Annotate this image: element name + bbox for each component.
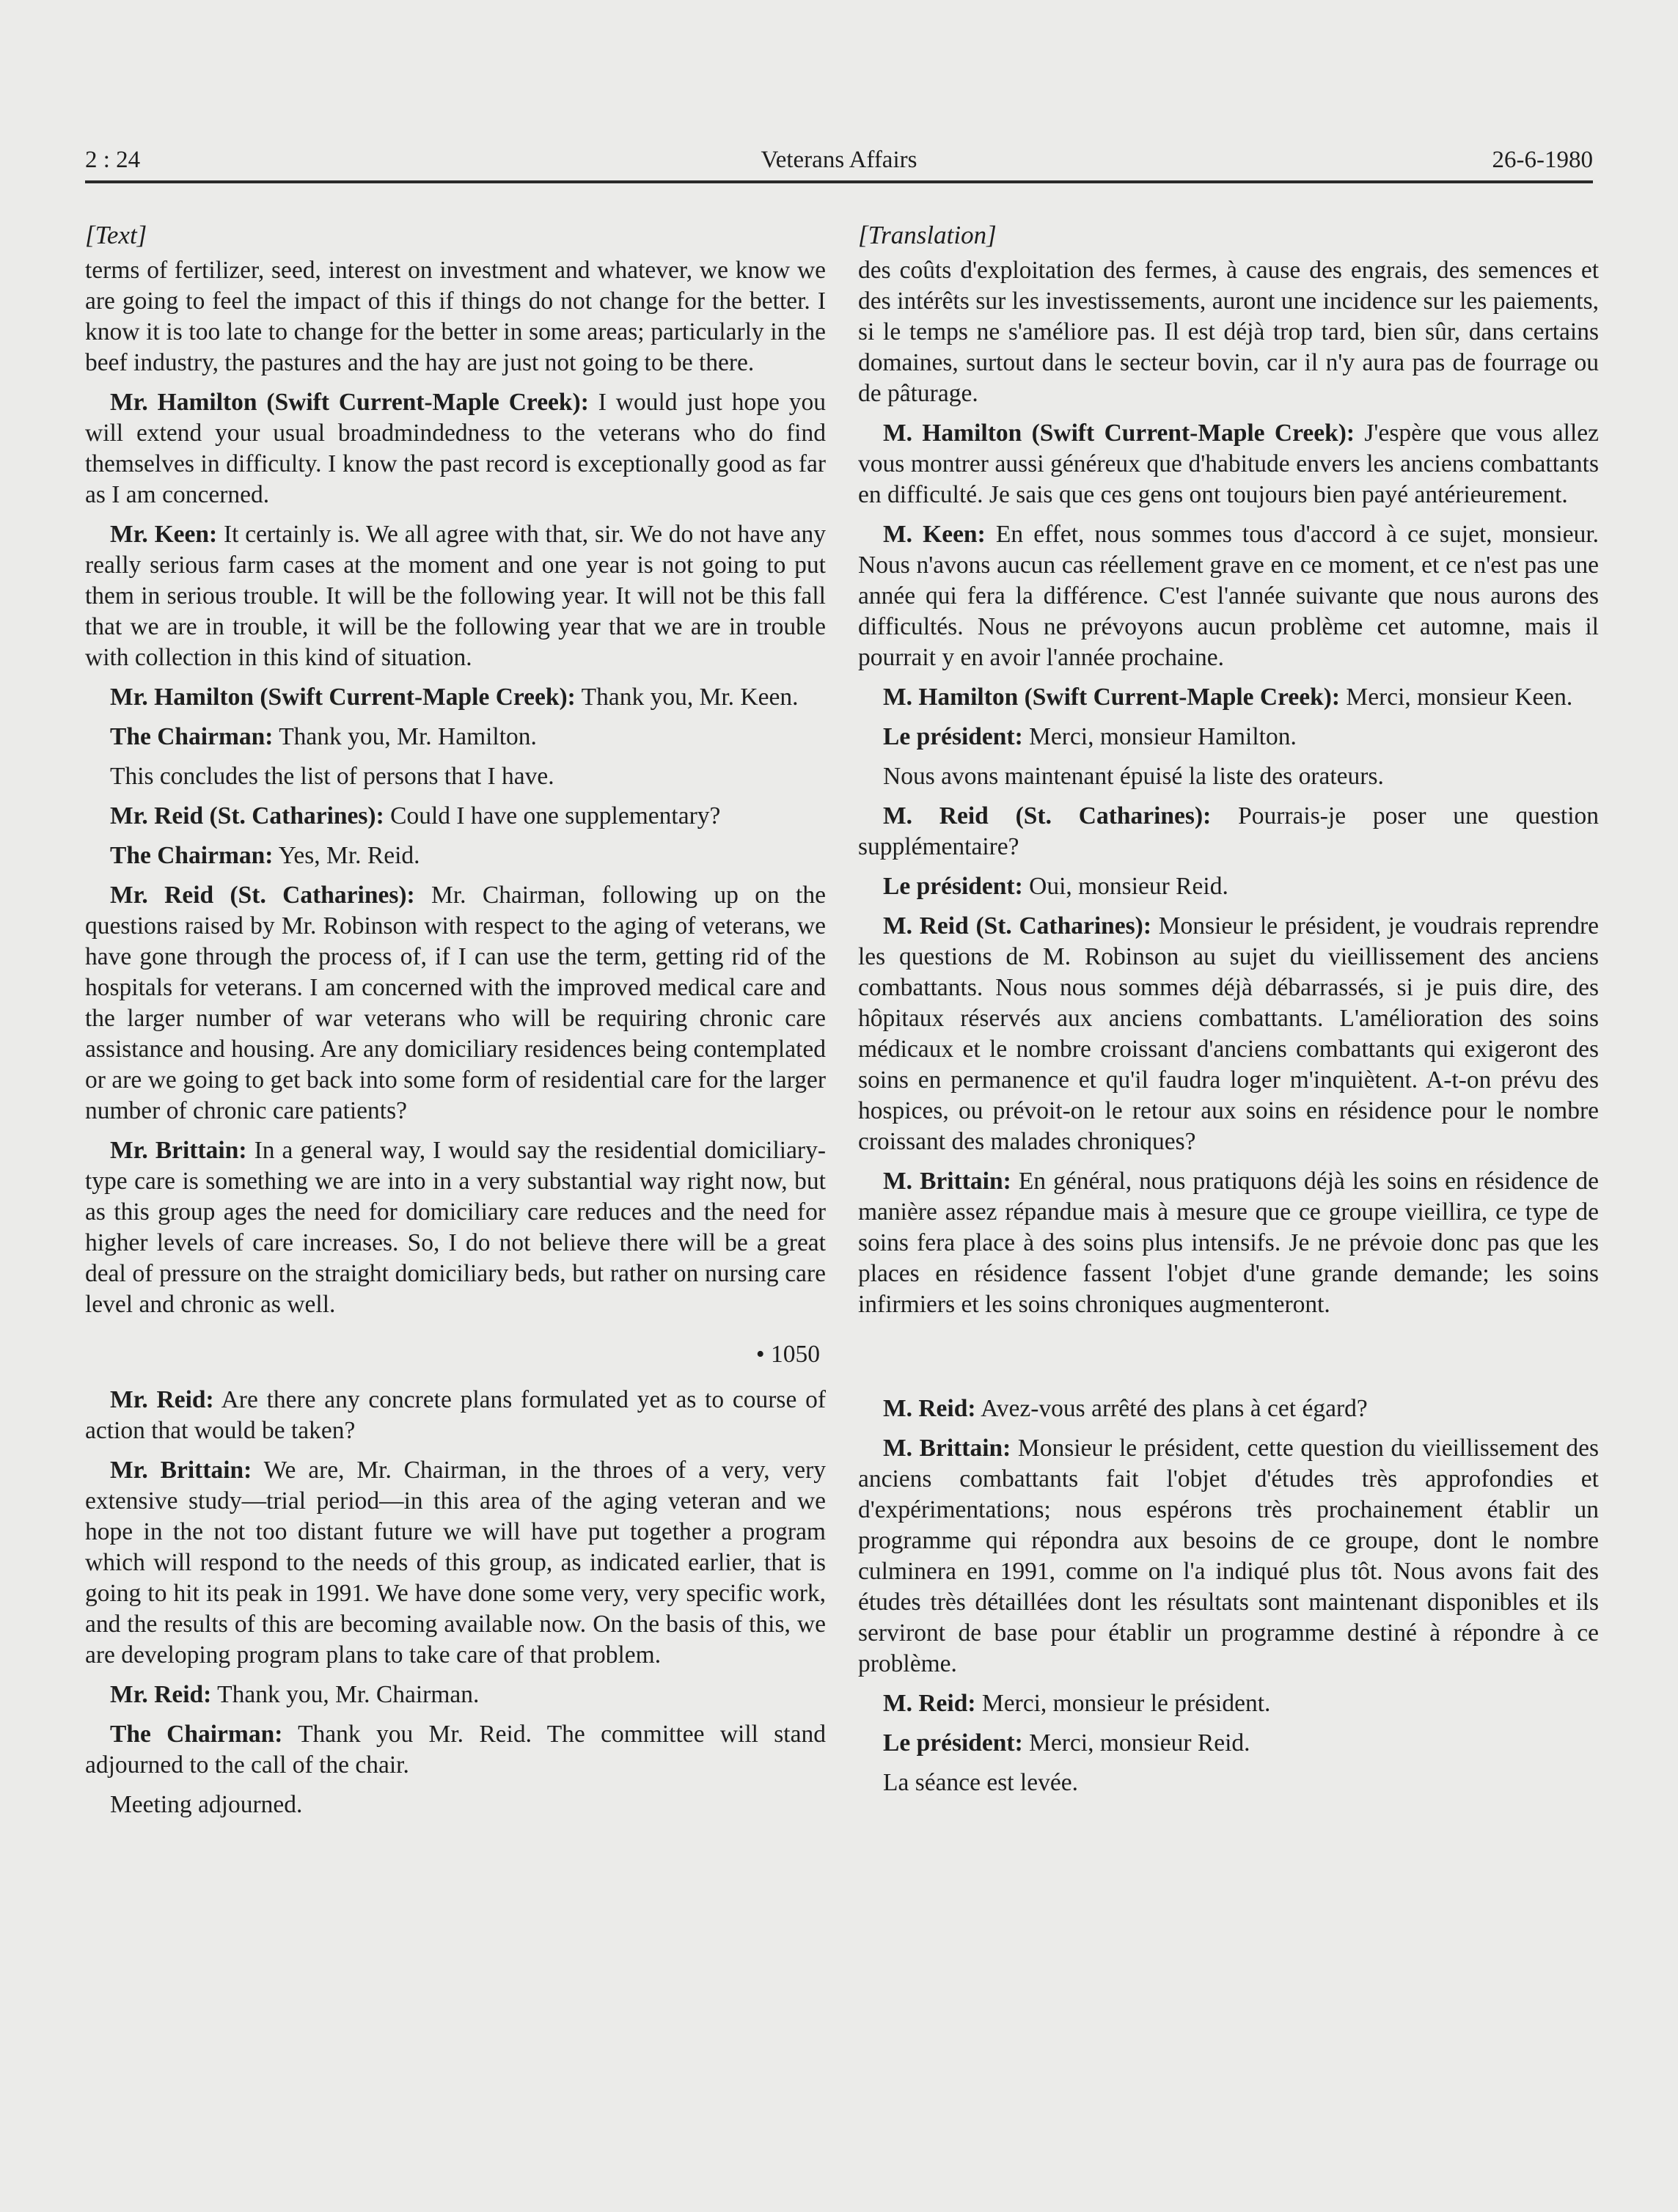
- speaker-name: Mr. Keen:: [110, 520, 218, 548]
- transcript-paragraph: [85, 1135, 826, 1320]
- english-paragraphs: [85, 255, 826, 1320]
- transcript-paragraph: [858, 682, 1599, 713]
- speaker-name: M. Brittain:: [883, 1434, 1011, 1462]
- speaker-name: The Chairman:: [110, 722, 274, 750]
- committee-title: Veterans Affairs: [761, 147, 917, 173]
- speaker-name: M. Reid (St. Catharines):: [883, 802, 1212, 830]
- speaker-name: M. Hamilton (Swift Current-Maple Creek):: [883, 419, 1355, 447]
- french-paragraphs: [858, 255, 1599, 1320]
- paragraph-text: Monsieur le président, je voudrais reprendre les questions de M. Robinson au sujet du vieillissement des anciens combattants. Nous nous sommes déjà débarrassés, si je puis dire, des hôpitaux réservés aux anciens combattants. L'amélioration des soins médicaux et le nombre croissant d'anciens combattants qui exigeront des soins en permanence et qu'il faudra loger m'inquiètent. A-t-on prévu des hospices, ou prévoit-on le retour aux soins en résidence pour le nombre croissant des malades chroniques?: [858, 912, 1599, 1155]
- paragraph-text: It certainly is. We all agree with that, sir. We do not have any really serious farm cases at the moment and one year is not going to put them in serious trouble. It will be the following year. It will not be this fall that we are in trouble, it will be the following year that we are in trouble with collection in this kind of situation.: [85, 520, 827, 671]
- timecode-marker: • 1050: [755, 1340, 820, 1368]
- transcript-paragraph: [85, 387, 826, 510]
- transcript-paragraph: [85, 1790, 826, 1820]
- french-paragraphs-after-timecode: [858, 1394, 1599, 1798]
- transcript-paragraph: [858, 1166, 1599, 1320]
- paragraph-text: Merci, monsieur le président.: [981, 1689, 1271, 1717]
- paragraph-text: Thank you, Mr. Keen.: [581, 683, 799, 711]
- transcript-paragraph: [858, 1433, 1599, 1680]
- speaker-name: Le président:: [883, 1729, 1023, 1757]
- paragraph-text: Thank you, Mr. Chairman.: [217, 1680, 480, 1708]
- transcript-paragraph: [858, 722, 1599, 752]
- paragraph-text: Oui, monsieur Reid.: [1029, 872, 1228, 900]
- speaker-name: Mr. Reid (St. Catharines):: [110, 881, 415, 909]
- speaker-name: M. Reid:: [883, 1394, 976, 1422]
- transcript-paragraph: [85, 761, 826, 792]
- english-column: [85, 219, 826, 1829]
- speaker-name: Mr. Reid (St. Catharines):: [110, 802, 384, 830]
- paragraph-text: En effet, nous sommes tous d'accord à ce sujet, monsieur. Nous n'avons aucun cas réellement grave en ce moment, et ce n'est pas une année qui fera la différence. C'est l'année suivante que nous aurons des difficultés. Nous ne prévoyons aucun problème cet automne, mais il pourrait y en avoir l'année prochaine.: [858, 520, 1600, 671]
- paragraph-text: En général, nous pratiquons déjà les soins en résidence de manière assez répandue mais à mesure que ce groupe vieillira, ce type de soins fera place à des soins plus intensifs. Je ne prévoie donc pas que les places en résidence fassent l'objet d'une grande demande; les soins infirmiers et les soins chroniques augmenteront.: [858, 1167, 1599, 1318]
- transcript-paragraph: [85, 722, 826, 752]
- paragraph-text: Thank you, Mr. Hamilton.: [279, 722, 537, 750]
- speaker-name: Mr. Brittain:: [110, 1136, 247, 1164]
- speaker-name: Mr. Hamilton (Swift Current-Maple Creek):: [110, 388, 589, 416]
- speaker-name: M. Reid:: [883, 1689, 976, 1717]
- transcript-paragraph: [858, 761, 1599, 792]
- transcript-paragraph: [858, 801, 1599, 863]
- paragraph-text: Are there any concrete plans formulated yet as to course of action that would be taken?: [85, 1385, 826, 1444]
- timecode-spacer: [858, 1329, 1599, 1394]
- speaker-name: Mr. Reid:: [110, 1385, 214, 1413]
- transcript-paragraph: [858, 1768, 1599, 1798]
- transcript-paragraph: [858, 871, 1599, 902]
- paragraph-text: Pourrais-je poser une question supplémentaire?: [858, 802, 1599, 860]
- paragraph-text: Meeting adjourned.: [110, 1790, 303, 1818]
- page-number: 2 : 24: [85, 147, 141, 173]
- paragraph-text: des coûts d'exploitation des fermes, à cause des engrais, des semences et des intérêts sur les investissements, auront une incidence sur les paiements, si le temps ne s'améliore pas. Il est déjà trop tard, bien sûr, dans certains domaines, surtout dans le secteur bovin, car il n'y aura pas de fourrage ou de pâturage.: [858, 256, 1599, 407]
- speaker-name: M. Reid (St. Catharines):: [883, 912, 1151, 940]
- paragraph-text: In a general way, I would say the residential domiciliary-type care is something we are into in a very substantial way right now, but as this group ages the need for domiciliary care reduces and the need for higher levels of care increases. So, I do not believe there will be a great deal of pressure on the straight domiciliary beds, but rather on nursing care level and chronic as well.: [85, 1136, 826, 1318]
- paragraph-text: This concludes the list of persons that I have.: [110, 762, 554, 790]
- paragraph-text: Mr. Chairman, following up on the questions raised by Mr. Robinson with respect to the aging of veterans, we have gone through the process of, if I can use the term, getting rid of the hospitals for veterans. I am concerned with the improved medical care and the larger number of war veterans who will be requiring chronic care assistance and housing. Are any domiciliary residences being contemplated or are we going to get back into some form of residential care for the larger number of chronic care patients?: [85, 881, 826, 1124]
- transcript-paragraph: [85, 1719, 826, 1781]
- transcript-paragraph: [85, 801, 826, 832]
- paragraph-text: Merci, monsieur Hamilton.: [1029, 722, 1297, 750]
- transcript-paragraph: [85, 519, 826, 673]
- speaker-name: Mr. Brittain:: [110, 1456, 252, 1484]
- paragraph-text: We are, Mr. Chairman, in the throes of a very, very extensive study—trial period—in this area of the aging veteran and we hope in the not too distant future we will have put together a program which will respond to the needs of this group, as indicated earlier, that is going to hit its peak in 1991. We have done some very, very specific work, and the results of this are becoming available now. On the basis of this, we are developing program plans to take care of that problem.: [85, 1456, 826, 1669]
- transcript-paragraph: [85, 255, 826, 378]
- paragraph-text: Yes, Mr. Reid.: [278, 841, 420, 869]
- transcript-paragraph: [858, 1394, 1599, 1424]
- speaker-name: Le président:: [883, 722, 1023, 750]
- english-paragraphs-after-timecode: [85, 1385, 826, 1820]
- transcript-paragraph: [85, 1385, 826, 1446]
- speaker-name: M. Keen:: [883, 520, 986, 548]
- speaker-name: Mr. Reid:: [110, 1680, 212, 1708]
- speaker-name: M. Hamilton (Swift Current-Maple Creek):: [883, 683, 1341, 711]
- speaker-name: The Chairman:: [110, 1720, 283, 1748]
- paragraph-text: J'espère que vous allez vous montrer aussi généreux que d'habitude envers les anciens combattants en difficulté. Je sais que ces gens ont toujours bien payé antérieurement.: [858, 419, 1599, 508]
- transcript-paragraph: [858, 1688, 1599, 1719]
- paragraph-text: Could I have one supplementary?: [390, 802, 721, 830]
- french-column: [858, 219, 1599, 1807]
- paragraph-text: Nous avons maintenant épuisé la liste des orateurs.: [883, 762, 1384, 790]
- transcript-paragraph: [858, 519, 1599, 673]
- transcript-paragraph: [858, 911, 1599, 1157]
- paragraph-text: I would just hope you will extend your usual broadmindedness to the veterans who do find themselves in difficulty. I know the past record is exceptionally good as far as I am concerned.: [85, 388, 826, 508]
- paragraph-text: Thank you Mr. Reid. The committee will stand adjourned to the call of the chair.: [85, 1720, 826, 1779]
- transcript-paragraph: [85, 841, 826, 871]
- paragraph-text: Merci, monsieur Keen.: [1346, 683, 1573, 711]
- paragraph-text: terms of fertilizer, seed, interest on investment and whatever, we know we are going to feel the impact of this if things do not change for the better. I know it is too late to change for the better in some areas; particularly in the beef industry, the pastures and the hay are just not going to be there.: [85, 256, 826, 376]
- speaker-name: M. Brittain:: [883, 1167, 1011, 1195]
- paragraph-text: Monsieur le président, cette question du vieillissement des anciens combattants fait l'objet d'études très approfondies et d'expérimentations; nous espérons très prochainement établir un programme qui répondra aux besoins de ce groupe, dont le nombre culminera en 1991, comme on l'a indiqué plus tôt. Nous avons fait des études très détaillées dont les résultats sont maintenant disponibles et ils serviront de base pour établir un programme destiné à répondre à ce problème.: [858, 1434, 1600, 1677]
- paragraph-text: Avez-vous arrêté des plans à cet égard?: [981, 1394, 1368, 1422]
- speaker-name: Mr. Hamilton (Swift Current-Maple Creek):: [110, 683, 576, 711]
- page-header: [85, 144, 1593, 183]
- transcript-paragraph: [858, 1728, 1599, 1759]
- transcript-paragraph: [85, 880, 826, 1127]
- column-label-text: [Text]: [85, 221, 147, 249]
- paragraph-text: Merci, monsieur Reid.: [1029, 1729, 1250, 1757]
- transcript-paragraph: [85, 682, 826, 713]
- transcript-paragraph: [858, 255, 1599, 409]
- transcript-paragraph: [858, 418, 1599, 510]
- speaker-name: Le président:: [883, 872, 1023, 900]
- transcript-paragraph: [85, 1455, 826, 1671]
- column-label-translation: [Translation]: [858, 221, 997, 249]
- paragraph-text: La séance est levée.: [883, 1768, 1078, 1796]
- meeting-date: 26-6-1980: [1492, 147, 1593, 173]
- speaker-name: The Chairman:: [110, 841, 274, 869]
- transcript-paragraph: [85, 1680, 826, 1710]
